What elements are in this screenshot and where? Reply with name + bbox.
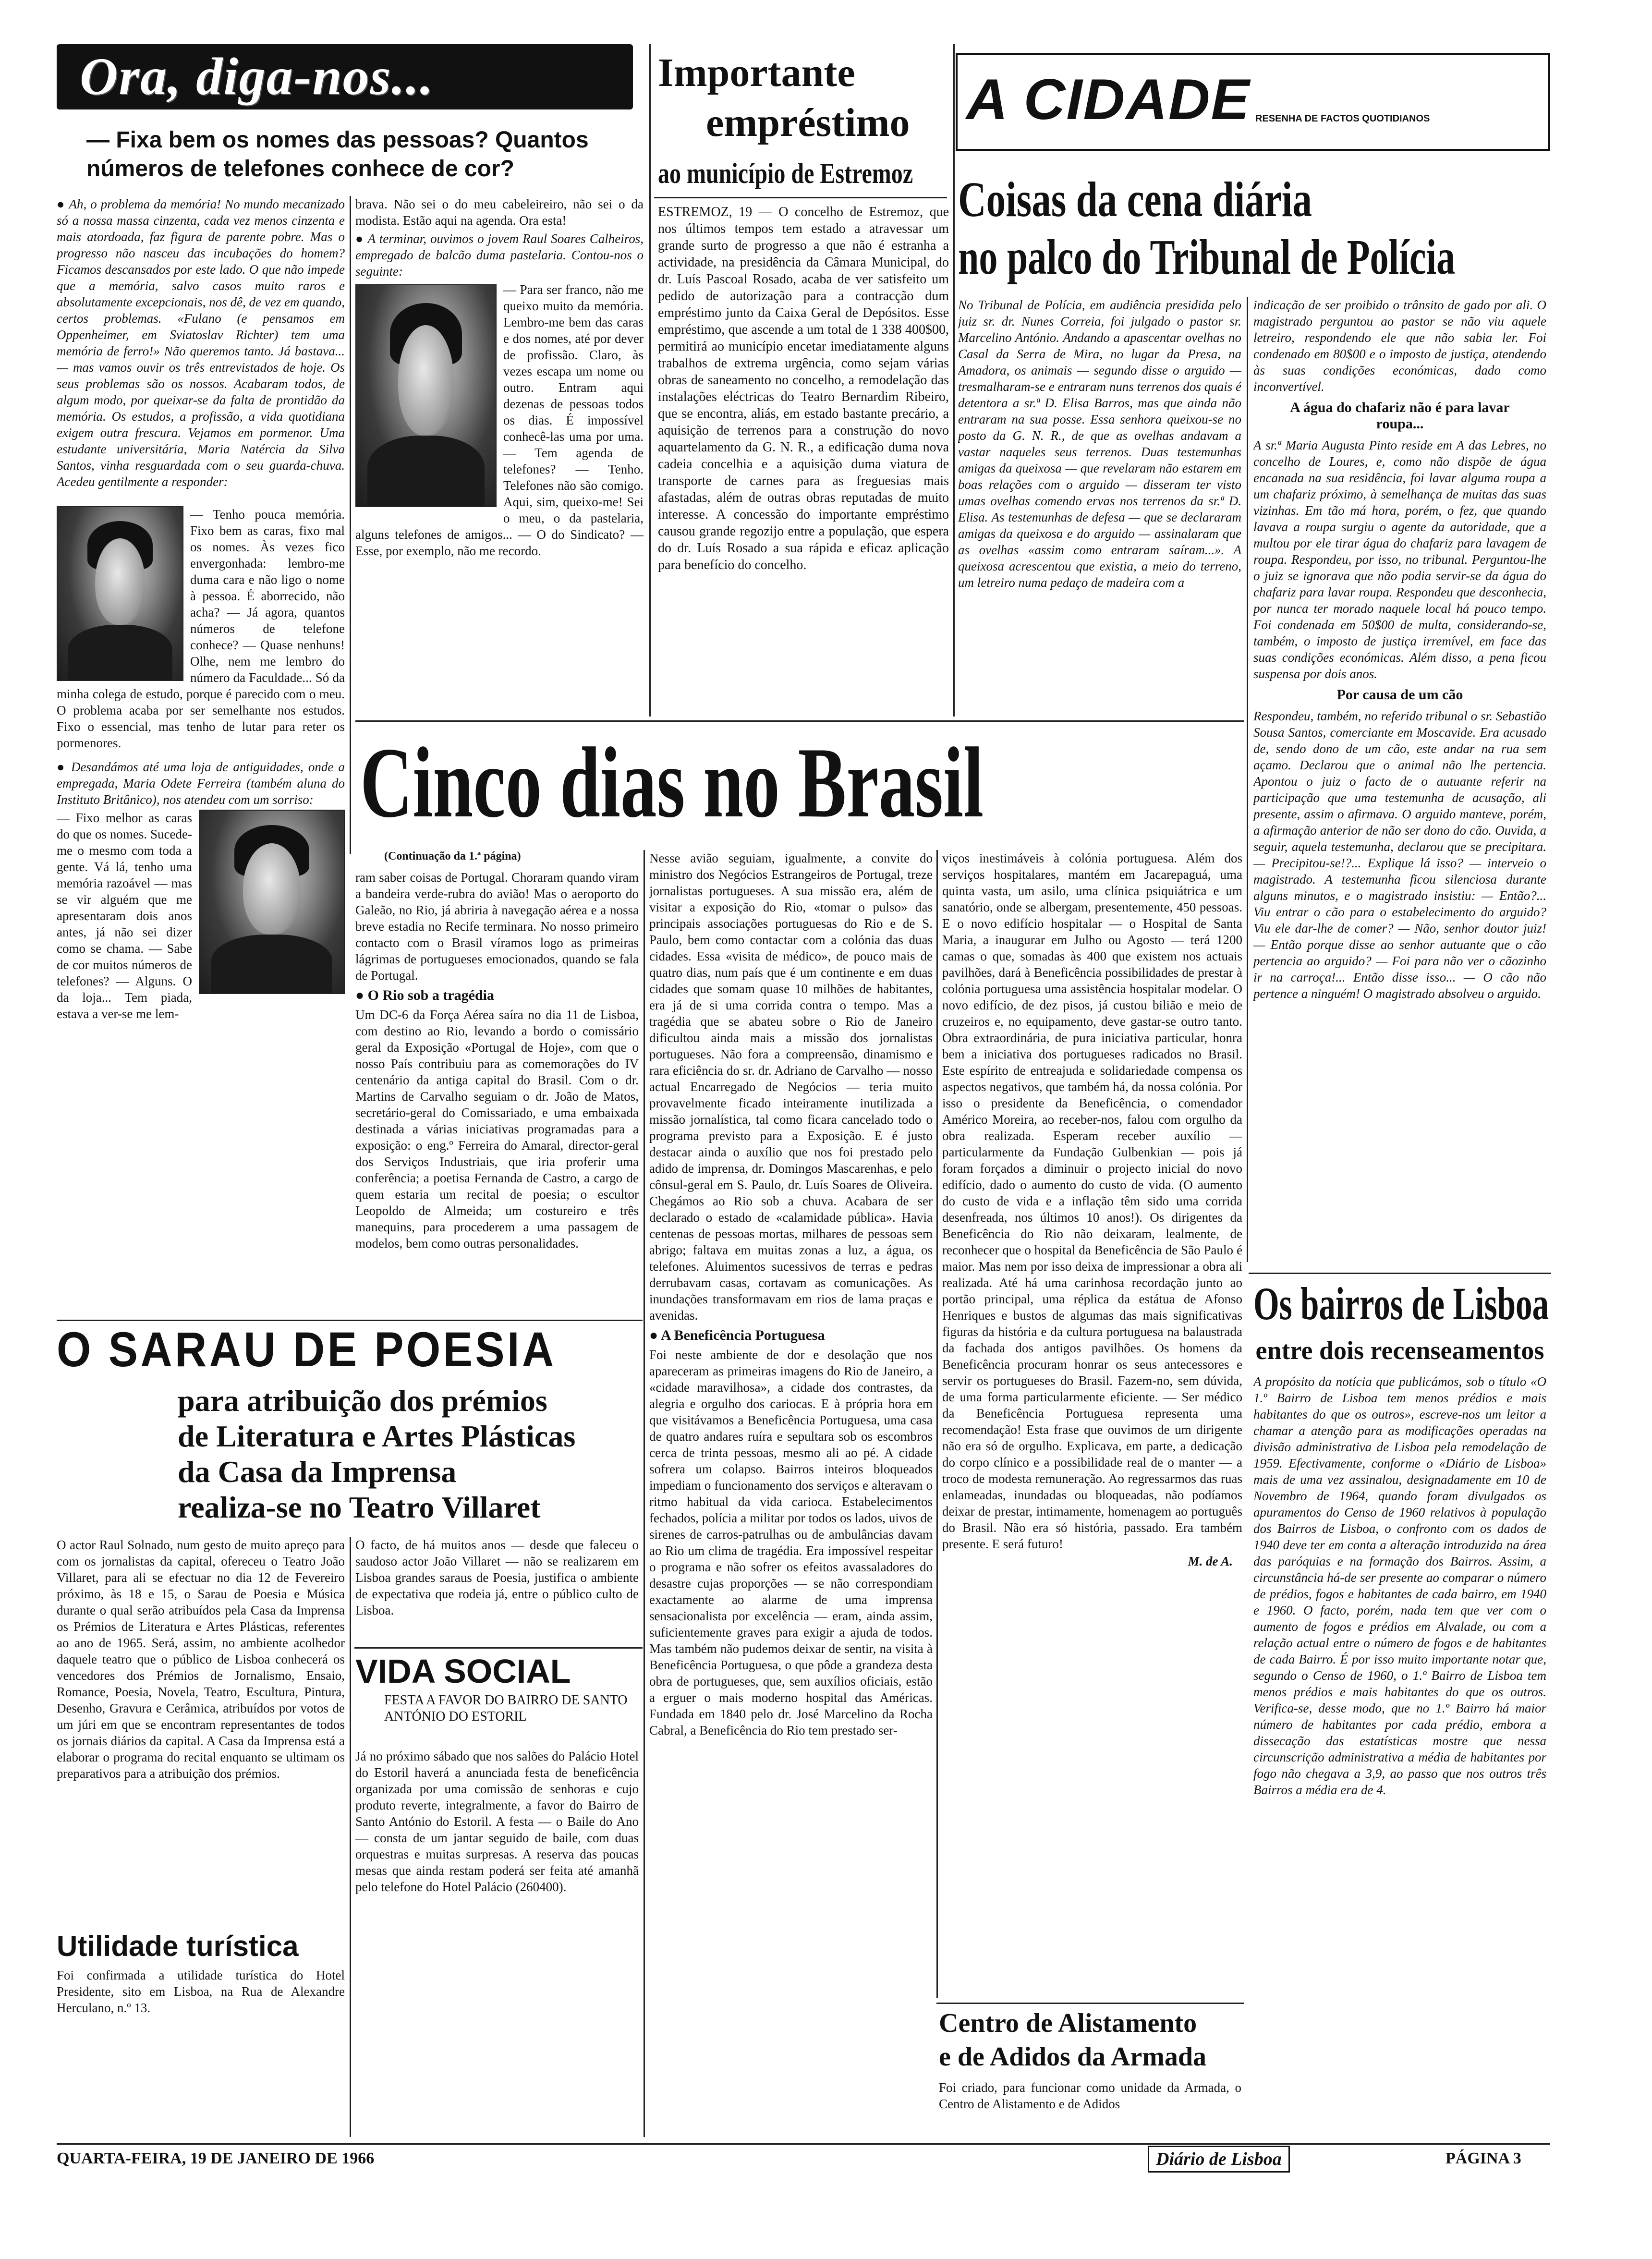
emprestimo-body: ESTREMOZ, 19 — O concelho de Estremoz, que nos últimos tempos tem estado a atravessar um grande surto de progresso a que não é estranha a actividade, na presidência da Câmara Municipal, do dr. Luís Pascoal Rosado, acaba de ver satisfeito um pedido de autorização para a contracção dum empréstimo junto da Caixa Geral de Depósitos. Esse empréstimo, que ascende a um total de 1 338 400$00, permitirá ao município encetar imediatamente alguns trabalhos de extrema urgência, como sejam várias obras de saneamento no concelho, a remodelação das instalações eléctricas do Teatro Bernardim Ribeiro, que se encontra, aliás, em estado bastante precário, a aquisição de terrenos para a construção do novo aquartelamento da G. N. R., a edificação duma nova cadeia concelhia e a aquisição duma viatura de transporte de carnes para as freguesias mais afastadas, além de outras obras reputadas de muito interesse. A concessão do importante empréstimo causou grande regozijo entre a população, que espera do dr. Luís Rosado a sua rápida e eficaz aplicação para benefício do concelho. — [658, 205, 949, 572]
sarau-sub-3: da Casa da Imprensa — [178, 1455, 457, 1489]
rule — [936, 2003, 1244, 2004]
cidade-masthead: A CIDADE — [966, 67, 1251, 132]
footer-page: PÁGINA 3 — [1446, 2150, 1521, 2167]
ora-intro-2: ● Desandámos até uma loja de antiguidades, onde a empregada, Maria Odete Ferreira (também aluna do Instituto Britânico), nos atendeu com um sorriso: — [57, 753, 345, 808]
waiter-photo — [355, 284, 497, 507]
brasil-column-2: Nesse avião seguiam, igualmente, a convite do ministro dos Negócios Estrangeiros de Portugal, treze jornalistas portugueses. A sua missão era, além de visitar a exposição do Rio, «tomar o pulso» das principais associações portuguesas do Rio e de S. Paulo, bem como contactar com a colónia das duas cidades. Essa «visita de médico», de pouco mais de quatro dias, num país que é um continente e em duas cidades que somam quase 10 milhões de habitantes, era já de si uma corrida contra o tempo. Mas a tragédia que se abateu sobre o Rio de Janeiro dificultou ainda mais a missão dos jornalistas portugueses. Não fora a compreensão, dinamismo e rara eficiência do sr. dr. Adriano de Carvalho — nosso actual Encarregado de Negócios — teria muito provavelmente ficado inteiramente inutilizada a missão jornalística, tal como ficara cancelado todo o programa previsto para a Exposição. E é justo destacar ainda o auxílio que nos foi prestado pelo adido de imprensa, dr. Domingos Mascarenhas, e pelo cônsul-geral em S. Paulo, dr. Luís Soares de Oliveira. Chegámos ao Rio sob a chuva. Acabara de ser declarado o estado de «calamidade pública». Havia centenas de pessoas mortas, milhares de pessoas sem abrigo; faltava em muitas zonas a luz, a água, os telefones. Aluimentos sucessivos de terras e pedras derrubavam casas, cortavam as comunicações. As inundações transformavam em rios de lama praças e avenidas. ● A Beneficência Portuguesa Foi neste ambiente de dor e desolação que nos apareceram as primeiras imagens do Rio de Janeiro, a «cidade maravilhosa», a cidade dos contrastes, da alegria e orgulho dos cariocas. E à própria hora em que visitávamos a Beneficência Portuguesa, uma casa de quatro andares ruíra e sepultara sob os escombros cerca de trinta pessoas, mesmo ali ao pé. A cidade sofrera um colapso. Bairros inteiros bloqueados impediam o funcionamento dos serviços e alteravam o ritmo habitual da vida carioca. Estabelecimentos fechados, polícia a militar por todos os lados, uivos de sirenes de carros-patrulhas ou de ambulâncias davam ao Rio um clima de tragédia. Era impossível respeitar o programa e não sofrer os efeitos avassaladores do desastre cujas proporções — se não correspondiam exactamente ao alarme de uma imprensa sensacionalista por excelência — eram, ainda assim, suficientemente graves para exigir a ajuda de todos. Mas também não pudemos deixar de sentir, na visita à Beneficência Portuguesa, o que pôde a grandeza desta obra de portugueses, que, sem auxílios oficiais, estão a erguer o mais moderno hospital das Américas. Fundada em 1840 pelo dr. José Marcelino da Rocha Cabral, a Beneficência do Rio tem prestado ser- — [649, 850, 933, 2137]
emprestimo-title-3: ao município de Estremoz — [658, 158, 913, 189]
rule — [355, 720, 1244, 722]
brasil-column-3: viços inestimáveis à colónia portuguesa. Além dos serviços hospitalares, mantém em Jacarepaguá, uma quinta vasta, um asilo, uma clínica psiquiátrica e um sanatório, onde se albergam, presentemente, 450 pessoas. E o novo edifício hospitalar — o Hospital de Santa Maria, a inaugurar em Julho ou Agosto — terá 1200 camas o que, somadas às 400 que existem nos actuais pavilhões, dará à Beneficência possibilidades de prestar à colónia portuguesa uma assistência hospitalar modelar. O novo edifício, de dez pisos, já custou bilião e meio de cruzeiros e, no equipamento, deve gastar-se outro tanto. Obra extraordinária, de pura iniciativa particular, honra bem a iniciativa dos portugueses radicados no Brasil. Este espírito de entreajuda e solidariedade compensa os aspectos negativos, que também há, da nossa colónia. Por isso o presidente da Beneficência, o comendador Américo Moreira, ao receber-nos, falou com orgulho da obra realizada. Esperam receber auxílio — particularmente da Fundação Gulbenkian — pois já foram forçados a diminuir o projecto inicial do novo edifício, dado o aumento do custo de vida. (O aumento do custo de vida e a inflação têm sido uma corrida desenfreada, nos últimos 10 anos!). Os dirigentes da Beneficência do Rio não deixaram, lealmente, de reconhecer que o hospital da Beneficência de São Paulo é maior. Mas nem por isso deixa de impressionar a obra ali realizada. Até há uma carinhosa recordação junto ao portão principal, uma réplica da estátua de Afonso Henriques e bustos de algumas das mais significativas figuras da história e da cultura portuguesa na balaustrada da fachada dos antigos pavilhões. Os homens da Beneficência procuram honrar os seus antecessores e servir os portugueses do Brasil. Fazem-no, sem dúvida, de uma forma particularmente eficiente. — Ser médico da Beneficência Portuguesa representa uma recomendação! Esta frase que ouvimos de um dirigente não era só de orgulho. Explicava, em parte, a dedicação do corpo clínico e a possibilidade real de o manter — a troco de modesta remuneração. Ao regressarmos das ruas enlameadas, inundadas ou bloqueadas, não podíamos deixar de prestar, intimamente, homenagem ao português do Brasil. Não era só história, passado. Era também presente. E será futuro! M. de A. — [942, 851, 1242, 1568]
rule — [354, 1647, 643, 1649]
rule — [644, 850, 645, 2137]
ora-column-1 — [57, 196, 345, 1320]
alistamento-title-1: Centro de Alistamento — [939, 2008, 1197, 2038]
emprestimo-title-2: empréstimo — [706, 100, 910, 145]
alistamento-body: Foi criado, para funcionar como unidade da Armada, o Centro de Alistamento e de Adidos — [939, 2080, 1241, 2111]
bairros-body: A propósito da notícia que publicámos, sob o título «O 1.º Bairro de Lisboa tem menos prédios e mais habitantes do que os outros», escreve-nos um leitor a chamar a atenção para as modificações operadas na divisão administrativa de Lisboa pela remodelação de 1959. Efectivamente, conforme o «Diário de Lisboa» mais de uma vez assinalou, designadamente em 10 de Novembro de 1964, quando foram divulgados os apuramentos do Censo de 1960 relativos à população dos Bairros de Lisboa, o confronto com os dados de 1940 deve ter em conta a alteração introduzida na área das paróquias e na formação dos Bairros. Assim, a circunstância há-de ser presente ao comparar o número de prédios, fogos e habitantes de cada bairro, em 1940 e 1960. O facto, porém, nada tem que ver com o aumento de fogos e prédios em Alvalade, ou com a relação actual entre o número de fogos e de habitantes de cada Bairro. É por isso muito importante notar que, segundo o Censo de 1960, o 1.º Bairro de Lisboa tem menos prédios e mais habitantes do que os outros. Verifica-se, desse modo, que no 1.º Bairro há maior número de habitantes por cada prédio, embora a dissecação das estatísticas mostre que nessa circunscrição administrativa a média de habitantes por fogo não chegava a 3,9, ao passo que nos outros três Bairros a média era de 4. — [1253, 1374, 1546, 1797]
rule — [1247, 297, 1248, 1262]
ora-headline: — Fixa bem os nomes das pessoas? Quantos números de telefones conhece de cor? — [86, 127, 589, 182]
ora-banner — [57, 44, 633, 109]
cidade-column-2: indicação de ser proibido o trânsito de gado por ali. O magistrado perguntou ao pastor se não viu aquele letreiro, respondendo ele que não sabia ler. Foi condenado em 80$00 e o imposto de justiça, atendendo às suas condições económicas, dado como inconvertível. A água do chafariz não é para lavar roupa... A sr.ª Maria Augusta Pinto reside em A das Lebres, no concelho de Loures, e, como não dispõe de água encanada na sua residência, foi lavar alguma roupa a um chafariz próximo, à semelhança de muitas das suas vizinhas. Em tão má hora, porém, o fez, que quando lavava a roupa surgiu o agente da autoridade, que a multou por ele tirar água do chafariz para lavagem de roupa. Respondeu, por isso, no tribunal. Perguntou-lhe o juiz se ignorava que não podia servir-se da água do chafariz para lavar roupa. Respondeu que desconhecia, por nunca ter morado naquele local há pouco tempo. Foi condenada em 50$00 de multa, considerando-se, também, o imposto de justiça irremível, em face das suas condições económicas. Além disso, a pena ficou suspensa por dois anos. Por causa de um cão Respondeu, também, no referido tribunal o sr. Sebastião Sousa Santos, comerciante em Moscavide. Era acusado de, sendo dono de um cão, este andar na rua sem açamo. Declarou que o animal não lhe pertencia. Apontou o juiz o facto de o autuante referir na participação que uma testemunha de acusação, ali presente, assim o afirmava. O arguido manteve, porém, a afirmação anterior de não ser dono do cão. Ouvida, a seguir, aquela testemunha, declarou que se precipitara. — Precipitou-se!?... Explique lá isso? — interveio o magistrado. A testemunha ficou silenciosa durante alguns minutos, e o magistrado insistiu: — Então?... Viu entrar o cão para o estabelecimento do arguido? Viu ele dar-lhe de comer? — Não, senhor doutor juiz! — Então porque disse ao senhor autuante que o cão pertencia ao arguido? — Foi para não ver o cãozinho ir na carroça!... Então disse isso... — O cão não pertence a ninguém! O magistrado absolveu o arguido. — [1253, 298, 1546, 1001]
cidade-masthead-box — [956, 53, 1550, 151]
footer-rule — [57, 2143, 1550, 2145]
rule — [350, 196, 351, 854]
cidade-subhead-2: Por causa de um cão — [1336, 687, 1463, 703]
brasil-subhead-2: ● A Beneficência Portuguesa — [649, 1327, 933, 1344]
sarau-sub-2: de Literatura e Artes Plásticas — [178, 1419, 576, 1453]
social-body: Já no próximo sábado que nos salões do Palácio Hotel do Estoril haverá a anunciada festa de beneficência organizada por uma comissão de senhoras e cujo produto reverte, integralmente, a favor do Bairro de Santo António do Estoril. A festa — o Baile do Ano — consta de um jantar seguido de baile, com duas orquestras e muitas surpresas. A reserva das poucas mesas que ainda restam poderá ser feita até amanhã pelo telefone do Hotel Palácio (260400). — [355, 1749, 639, 1894]
emprestimo-title-1: Importante — [658, 50, 855, 95]
footer-paper: Diário de Lisboa — [1148, 2146, 1290, 2173]
brasil-cont: (Continuação da 1.ª página) — [384, 850, 521, 862]
sarau-column-2: O facto, de há muitos anos — desde que faleceu o saudoso actor João Villaret — não se realizarem em Lisboa grandes saraus de Poesia, justifica o ambiente de expectativa que rodeia já, entre o público culto de Lisboa. — [355, 1538, 639, 1617]
cidade-subhead-1: A água do chafariz não é para lavar roupa... — [1290, 400, 1510, 432]
rule — [57, 1320, 643, 1321]
footer-date: QUARTA-FEIRA, 19 DE JANEIRO DE 1966 — [57, 2150, 375, 2167]
ora-intro-3: ● A terminar, ouvimos o jovem Raul Soares Calheiros, empregado de balcão duma pastelaria. Contou-nos o seguinte: — [355, 231, 644, 279]
social-head: FESTA A FAVOR DO BAIRRO DE SANTO ANTÓNIO DO ESTORIL — [384, 1693, 628, 1724]
rule — [936, 850, 938, 1998]
student-photo — [57, 506, 183, 681]
utilidade-body: Foi confirmada a utilidade turística do Hotel Presidente, sito em Lisboa, na Rua de Alexandre Herculano, n.º 13. — [57, 1968, 345, 2015]
ora-intro: ● Ah, o problema da memória! No mundo mecanizado só a nossa massa cinzenta, cada vez menos cinzenta e mais atordoada, faz figura de parente pobre. Mas o progresso não nasceu das incubações do homem? Ficamos descansados por este lado. O que não impede que a memória, salvo casos muito raros e absolutamente excepcionais, nos dê, de vez em quando, certos problemas. «Fulano (e pensamos em Oppenheimer, em Sviatoslav Richter) tem uma memória de ferro!» Não queremos tanto. Já bastava... — mas vamos ouvir os três entrevistados de hoje. Os seus problemas são os nossos. Acabaram todos, de algum modo, por queixar-se da falta de prontidão da memória. Os estudos, a profissão, a vida quotidiana exigem outra frescura. Vejamos em pormenor. Uma estudante universitária, Maria Natércia da Silva Santos, vinha resguardada com o seu guarda-chuva. Acedeu gentilmente a responder: — [57, 196, 345, 490]
cidade-tagline: RESENHA DE FACTOS QUOTIDIANOS — [1255, 113, 1430, 124]
alistamento-title-2: e de Adidos da Armada — [939, 2042, 1206, 2072]
sarau-sub-1: para atribuição dos prémios — [178, 1384, 547, 1418]
brasil-subhead-1: ● O Rio sob a tragédia — [355, 987, 639, 1004]
bairros-subtitle: entre dois recenseamentos — [1255, 1336, 1544, 1365]
cidade-column-1: No Tribunal de Polícia, em audiência presidida pelo juiz sr. dr. Nunes Correia, foi julgado o pastor sr. Marcelino António. Andando a apascentar ovelhas no Casal da Serra de Mira, no lugar da Presa, na Amadora, os animais — segundo disse o arguido — tresmalharam-se e entraram nuns terrenos dos quais é detentora a sr.ª D. Elisa Barros, mas que ainda não entraram na sua posse. Essa senhora queixou-se no posto da G. N. R., de que as ovelhas andavam a vastar naqueles seus terrenos. Duas testemunhas amigas da queixosa — que revelaram não estarem em boas relações com o arguido — disseram ter visto umas ovelhas comendo ervas nos terrenos da sr.ª D. Elisa. As testemunhas de defesa — que se declararam amigas da queixosa e do arguido — assinalaram que as ovelhas «assim como entraram saíram...». A queixosa acrescentou que existia, a meio do terreno, um letreiro numa pedaço de madeira com a — [958, 298, 1241, 590]
ora-answer-1: — Tenho pouca memória. Fixo bem as caras, fixo mal os nomes. Às vezes fico envergonhada: lembro-me duma cara e não ligo o nome à pessoa. É aborrecido, não acha? — Já agora, quantos números de telefone conhece? — Quase nenhuns! Olhe, nem me lembro do número da Faculdade... Só da minha colega de estudo, porque é parecido com o meu. O problema acaba por ser semelhante nos estudos. Fixo o essencial, mas tenho de lutar para reter os pormenores. — [57, 507, 345, 750]
ora-cont: brava. Não sei o do meu cabeleireiro, não sei o da modista. Estão aqui na agenda. Ora esta! — [355, 197, 644, 228]
ora-answer-3: — Para ser franco, não me queixo muito da memória. Lembro-me bem das caras e dos nomes, até por dever de profissão. Claro, às vezes escapa um nome ou outro. Entram aqui dezenas de pessoas todos os dias. É impossível conhecê-las uma por uma. — Tem agenda de telefones? — Tenho. Telefones não são comigo. Aqui, sim, queixo-me! Sei o meu, o da pastelaria, alguns telefones de amigos... — O do Sindicato? — Esse, por exemplo, não me recordo. — [355, 282, 644, 558]
rule — [649, 44, 651, 717]
brasil-title: Cinco dias no Brasil — [360, 727, 984, 838]
sarau-sub-4: realiza-se no Teatro Villaret — [178, 1490, 541, 1524]
social-title: VIDA SOCIAL — [355, 1652, 571, 1690]
rule — [350, 1537, 351, 2137]
cidade-title-1: Coisas da cena diária — [958, 172, 1312, 227]
ora-banner-text: Ora, diga-nos... — [80, 47, 434, 106]
utilidade-title: Utilidade turística — [57, 1930, 299, 1962]
sarau-column-1: O actor Raul Solnado, num gesto de muito apreço para com os jornalistas da capital, ofereceu o Teatro João Villaret, para ali se efectuar no dia 12 de Fevereiro próximo, às 18 e 15, o Sarau de Poesia e Música durante o qual serão atribuídos pela Casa da Imprensa os Prémios de Literatura e Artes Plásticas, referentes ao ano de 1965. Será, assim, no ambiente acolhedor daquele teatro que o público de Lisboa conhecerá os vencedores dos Prémios de Jornalismo, Ensaio, Romance, Poesia, Novela, Teatro, Escultura, Pintura, Desenho, Gravura e Cerâmica, atribuídos por votos de um júri em que se encontram representantes de todos os jornais diários da capital. A Casa da Imprensa está a elaborar o programa do recital enquanto se ultimam os preparativos para a atribuição dos prémios. — [57, 1538, 345, 1781]
brasil-column-1: ram saber coisas de Portugal. Choraram quando viram a bandeira verde-rubra do avião! Mas o aeroporto do Galeão, no Rio, já abriria à navegação aérea e a nossa breve estadia no Recife terminara. No nosso primeiro contacto com o Brasil víramos logo as primeiras lágrimas de portugueses emocionados, quando se fala de Portugal. ● O Rio sob a tragédia Um DC-6 da Força Aérea saíra no dia 11 de Lisboa, com destino ao Rio, levando a bordo o comissário geral da Exposição «Portugal de Hoje», com que o nosso País contribuiu para as comemorações do IV centenário da antiga capital do Brasil. Com o dr. Martins de Carvalho seguiam o dr. João de Matos, secretário-geral do Comissariado, e uma embaixada destinada a várias iniciativas programadas para a exposição: o eng.º Ferreira do Amaral, director-geral dos Serviços Industriais, que iria proferir uma conferência; a poetisa Fernanda de Castro, a cargo de quem estaria um recital de poesia; o escultor Leopoldo de Almeida; um costureiro e três manequins, para procederem a uma passagem de modelos, bem como outras personalidades. — [355, 869, 639, 1321]
bairros-title: Os bairros de Lisboa — [1253, 1278, 1549, 1329]
brasil-signature: M. de A. — [1188, 1554, 1233, 1568]
rule — [953, 44, 955, 717]
cidade-title-2: no palco do Tribunal de Polícia — [958, 230, 1456, 285]
rule — [1249, 1273, 1551, 1274]
ora-answer-2: — Fixo melhor as caras do que os nomes. Sucede-me o mesmo com toda a gente. Vá lá, tenho uma memória razoável — mas se vir alguém que me apresentaram dois anos antes, já não sei dizer como se chama. — Sabe de cor muitos números de telefones? — Alguns. O da loja... Tem piada, estava a ver-se me lem- — [57, 811, 192, 1021]
rule — [654, 197, 947, 198]
sarau-title: O SARAU DE POESIA — [57, 1322, 557, 1377]
shop-assistant-photo — [199, 810, 345, 994]
